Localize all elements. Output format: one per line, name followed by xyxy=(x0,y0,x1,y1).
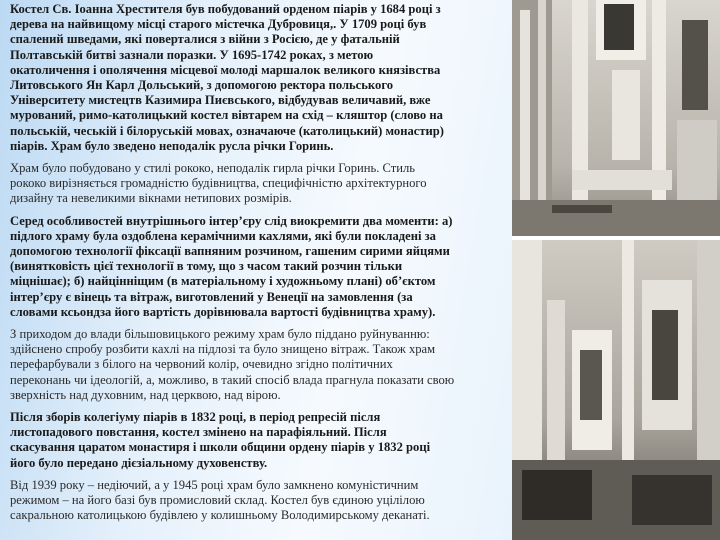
text-line: дерева на найвищому місці старого містечка Дубровиця,. У 1709 році був xyxy=(10,17,427,32)
text-line: його було передано дієзіальному духовенству. xyxy=(10,455,268,470)
text-line: (винятковість цієї технології в тому, що з часом такий розчин тільки xyxy=(10,259,403,274)
paragraph-5 xyxy=(10,410,508,471)
text-line: перефарбували з білого на червоний колір, очевидно згідно політичних xyxy=(10,357,393,372)
paragraph-1 xyxy=(10,2,508,154)
text-line: рококо вирізняється громадністю будівництва, специфічністю архітектурного xyxy=(10,176,427,191)
text-line: Серед особливостей внутрішнього інтер’єру слід виокремити два моменти: а) xyxy=(10,213,453,228)
text-line: Костел Св. Іоанна Хрестителя був побудований орденом піарів у 1684 році з xyxy=(10,2,441,16)
text-line: Після зборів колегіуму піарів в 1832 році, в період репресій після xyxy=(10,410,381,425)
text-line: сакральною католицькою будівлею у колишньому Володимирському деканаті. xyxy=(10,508,430,523)
paragraph-6 xyxy=(10,478,508,524)
text-line: Від 1939 року – недіючий, а у 1945 році храм було замкнено комуністичним xyxy=(10,477,419,492)
text-line: дизайну та невеликими вікнами нетипових розмірів. xyxy=(10,191,292,206)
text-line: мурований, римо-католицький костел вівтарем на схід – кляштор (слово на xyxy=(10,108,443,123)
text-line: піарів. Храм було зведено неподалік русла річки Горинь. xyxy=(10,138,334,153)
text-line: міцнішає); б) найцінніщим (в матеріальному і художньому плані) об’єктом xyxy=(10,274,436,289)
text-line: Університету мистецтв Казимира Пиєвського, відбудував величавий, вже xyxy=(10,93,431,108)
text-line: Литовського Ян Карл Дольський, з допомогою ректора польського xyxy=(10,78,394,93)
paragraph-4 xyxy=(10,327,508,403)
text-line: спалений шведами, які поверталися з війни з Росією, де у фатальній xyxy=(10,32,400,47)
text-line: підлого храму була оздоблена керамічними кахлями, які були покладені за xyxy=(10,228,436,243)
text-line: польській, чеській і білоруській мовах, означаюче (католицький) монастир) xyxy=(10,123,444,138)
text-line: скасування царатом монастиря і школи общини ордену піарів у 1832 році xyxy=(10,440,431,455)
text-line: інтер’єру є вінець та вітраж, виготовлений у Венеції на замовлення (за xyxy=(10,289,413,304)
text-line: переконань чи ідеологій, а, можливо, в такий спосіб влада прагнула показати свою xyxy=(10,372,455,387)
text-line: зверхність над духовним, над церквою, над вірою. xyxy=(10,387,281,402)
church-interior-photo-nave xyxy=(512,240,720,540)
text-line: З приходом до влади більшовицького режиму храм було піддано руйнуванню: xyxy=(10,327,430,342)
text-line: допомогою технології фіксації вапняним розчином, гашеним сирими яйцями xyxy=(10,244,450,259)
church-interior-photo-altar xyxy=(512,0,720,236)
paragraph-3 xyxy=(10,214,508,320)
text-line: Полтавській битві зазнали поразки. У 1695-1742 роках, з метою xyxy=(10,47,374,62)
text-line: здійснено спробу розбити кахлі на підлозі та було знищено вітраж. Також храм xyxy=(10,342,436,357)
text-line: Храм було побудовано у стилі рококо, неподалік гирла річки Горинь. Стиль xyxy=(10,161,416,176)
text-line: режимом – на його базі був промисловий склад. Костел був єдиною уцілілою xyxy=(10,493,425,508)
text-line: словами ксьондза його вартість дорівнювала вартості будівництва храму). xyxy=(10,304,436,319)
paragraph-2 xyxy=(10,161,508,207)
text-line: листопадового повстання, костел змінено на парафіяльний. Після xyxy=(10,425,387,440)
text-line: окатоличення і ополячення місцевої молоді маршалок великого князівства xyxy=(10,62,441,77)
